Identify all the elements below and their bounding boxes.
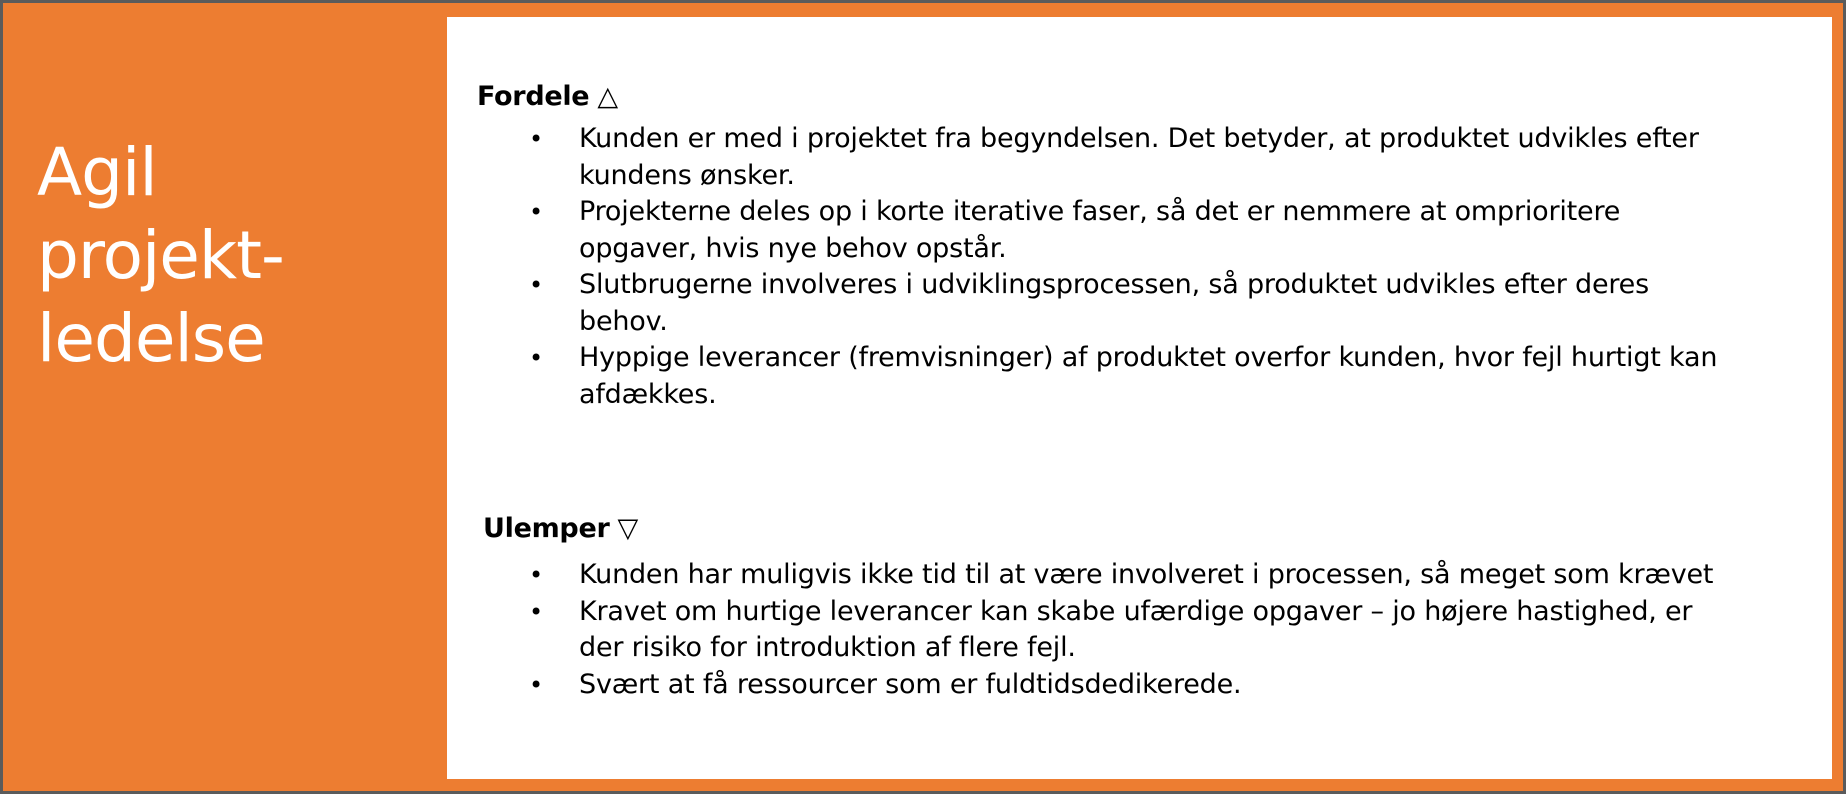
list-item: • Slutbrugerne involveres i udviklingsprocessen, så produktet udvikles efter deres behov. [477,267,1729,340]
ulemper-section [483,511,1813,703]
fordele-list [477,121,1807,413]
content-panel [447,17,1832,779]
title-line: Agil [37,134,157,211]
list-item: • Kunden har muligvis ikke tid til at være involveret i processen, så meget som krævet [483,557,1729,594]
list-item: • Kunden er med i projektet fra begyndelsen. Det betyder, at produktet udvikles efter kundens ønsker. [477,121,1729,194]
list-item: • Kravet om hurtige leverancer kan skabe ufærdige opgaver – jo højere hastighed, er der risiko for introduktion af flere fejl. [483,594,1729,667]
list-item: • Hyppige leverancer (fremvisninger) af produktet overfor kunden, hvor fejl hurtigt kan afdækkes. [477,340,1729,413]
ulemper-heading [483,511,1813,547]
fordele-heading-label: Fordele [477,81,590,112]
fordele-heading [477,79,1807,115]
list-item: • Svært at få ressourcer som er fuldtidsdedikerede. [483,667,1729,704]
triangle-up-icon: △ [597,81,618,112]
title-line: projekt- [37,217,284,294]
fordele-section [477,79,1807,413]
title-line: ledelse [37,300,265,377]
slide-title [37,131,437,380]
ulemper-heading-label: Ulemper [483,513,610,544]
list-item: • Projekterne deles op i korte iterative faser, så det er nemmere at omprioritere opgaver, hvis nye behov opstår. [477,194,1729,267]
ulemper-list [483,557,1813,703]
triangle-down-icon: ▽ [617,513,638,544]
